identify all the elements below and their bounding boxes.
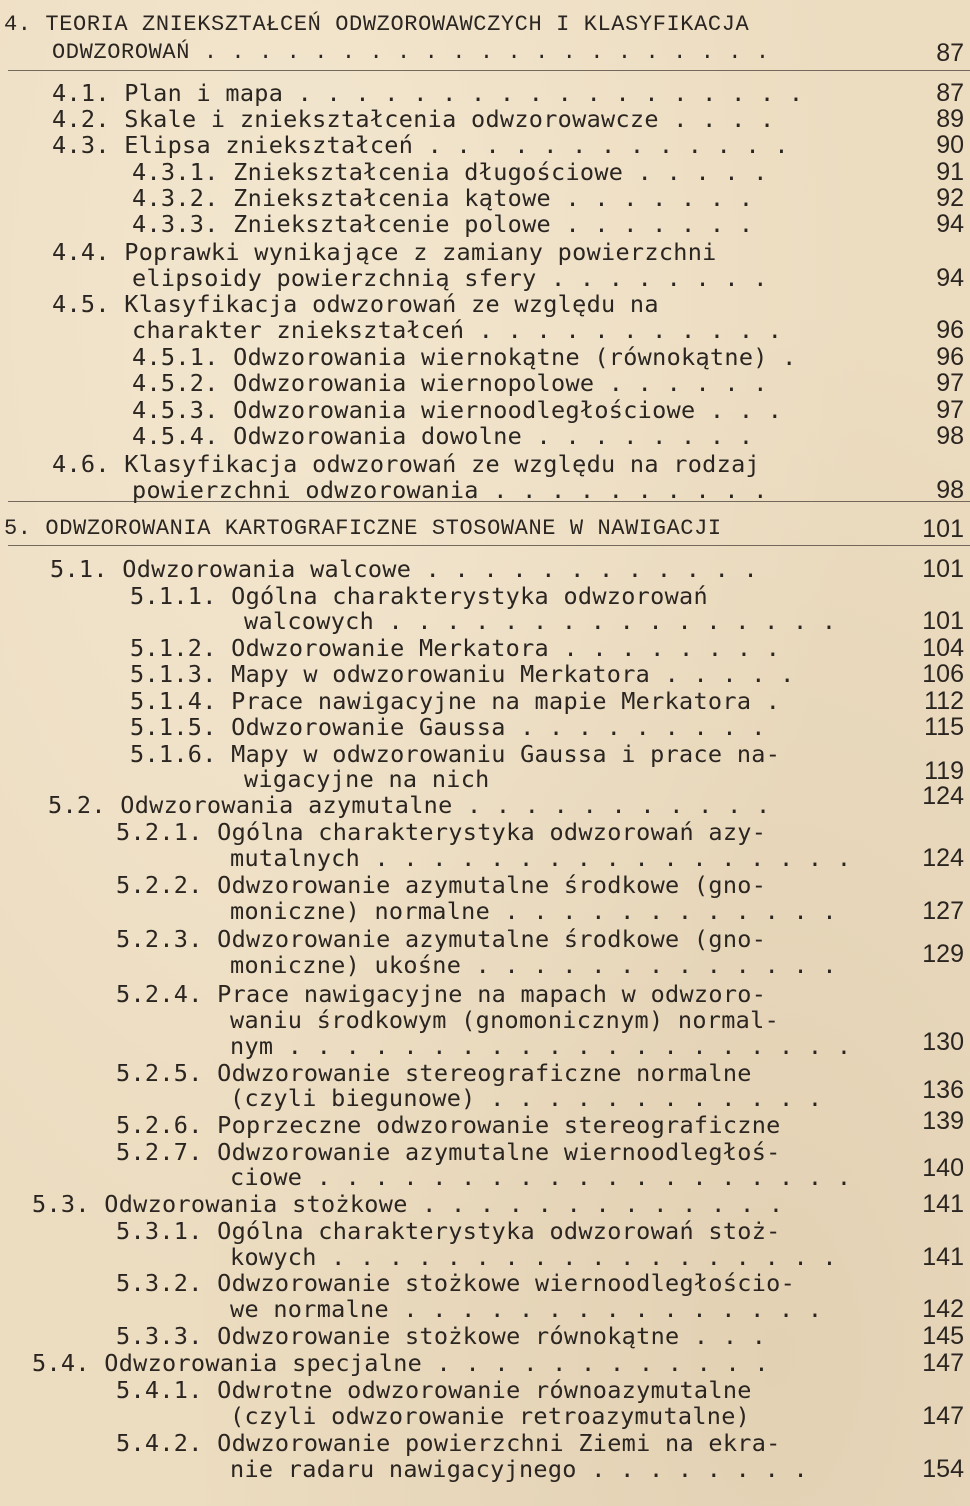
toc-entry-text: 5.3. Odwzorowania stożkowe . . . . . . . . . . . . . — [32, 1190, 784, 1218]
toc-entry-text: 5.3.3. Odwzorowanie stożkowe równokątne . . . — [116, 1322, 767, 1350]
toc-entry-text: 5.1.1. Ogólna charakterystyka odwzorowań — [130, 582, 708, 610]
toc-entry-text: 4.5.2. Odwzorowania wiernopolowe . . . . . . — [132, 369, 768, 397]
toc-entry-text: 4.3.1. Zniekształcenia długościowe . . . . . — [132, 158, 768, 186]
toc-entry-text: ODWZOROWAŃ . . . . . . . . . . . . . . . . . . . . . — [52, 40, 770, 65]
toc-entry-text: 4.5.1. Odwzorowania wiernokątne (równokątne) . — [132, 343, 797, 371]
toc-entry-text: 5.2.5. Odwzorowanie stereograficzne normalne — [116, 1059, 752, 1087]
toc-entry-text: 5.3.2. Odwzorowanie stożkowe wiernoodległościo- — [116, 1269, 796, 1297]
toc-page-number: 147 — [922, 1349, 964, 1377]
toc-page-number: 124 — [922, 844, 964, 872]
toc-entry-text: 5.2.1. Ogólna charakterystyka odwzorowań azy- — [116, 818, 767, 846]
toc-page-number: 136 — [922, 1076, 964, 1104]
toc-page-number: 129 — [922, 940, 964, 968]
toc-page-number: 139 — [922, 1107, 964, 1135]
toc-page-number: 97 — [936, 396, 964, 424]
toc-page-number: 147 — [922, 1402, 964, 1430]
toc-page-number: 98 — [936, 422, 964, 450]
toc-entry-text: waniu środkowym (gnomonicznym) normal- — [230, 1006, 780, 1034]
toc-page-number: 92 — [936, 184, 964, 212]
toc-entry-text: moniczne) ukośne . . . . . . . . . . . . . — [230, 951, 837, 979]
toc-entry-text: wigacyjne na nich — [244, 765, 490, 793]
toc-page-number: 87 — [936, 39, 964, 67]
toc-page-number: 89 — [936, 105, 964, 133]
toc-page-number: 101 — [922, 555, 964, 583]
toc-page-number: 87 — [936, 79, 964, 107]
toc-page-number: 97 — [936, 369, 964, 397]
toc-entry-text: 4.1. Plan i mapa . . . . . . . . . . . . . . . . . . — [52, 79, 804, 107]
toc-entry-text: 5.4. Odwzorowania specjalne . . . . . . . . . . . . — [32, 1349, 769, 1377]
toc-entry-text: 5. ODWZOROWANIA KARTOGRAFICZNE STOSOWANE W NAWIGACJI — [4, 516, 722, 541]
toc-entry-text: 5.2.3. Odwzorowanie azymutalne środkowe (gno- — [116, 925, 767, 953]
toc-entry-text: nym . . . . . . . . . . . . . . . . . . . . — [230, 1032, 852, 1060]
toc-page-number: 130 — [922, 1028, 964, 1056]
toc-entry-text: 5.2.2. Odwzorowanie azymutalne środkowe (gno- — [116, 871, 767, 899]
toc-entry-text: nie radaru nawigacyjnego . . . . . . . . — [230, 1455, 808, 1483]
toc-page-number: 141 — [922, 1243, 964, 1271]
toc-page-number: 96 — [936, 316, 964, 344]
toc-entry-text: ciowe . . . . . . . . . . . . . . . . . . . — [230, 1163, 852, 1191]
toc-page-number: 127 — [922, 897, 964, 925]
toc-page-number: 104 — [922, 634, 964, 662]
toc-page-number: 96 — [936, 343, 964, 371]
toc-page-number: 101 — [922, 607, 964, 635]
toc-entry-text: 4.6. Klasyfikacja odwzorowań ze względu na rodzaj — [52, 450, 760, 478]
divider-rule — [8, 70, 970, 71]
toc-entry-text: 5.3.1. Ogólna charakterystyka odwzorowań stoż- — [116, 1217, 781, 1245]
toc-entry-text: 5.4.2. Odwzorowanie powierzchni Ziemi na ekra- — [116, 1429, 781, 1457]
toc-entry-text: 4.3.3. Zniekształcenie polowe . . . . . . . — [132, 210, 754, 238]
toc-entry-text: 4.3.2. Zniekształcenia kątowe . . . . . . . — [132, 184, 754, 212]
toc-entry-text: 5.2. Odwzorowania azymutalne . . . . . . . . . . . — [48, 791, 771, 819]
toc-page-number: 142 — [922, 1295, 964, 1323]
toc-entry-text: 4.2. Skale i zniekształcenia odwzorowawcze . . . . — [52, 105, 775, 133]
toc-page-number: 90 — [936, 131, 964, 159]
toc-page-number: 106 — [922, 660, 964, 688]
toc-entry-text: 4.5.4. Odwzorowania dowolne . . . . . . . . — [132, 422, 754, 450]
toc-entry-text: 4.4. Poprawki wynikające z zamiany powierzchni — [52, 238, 717, 266]
divider-rule — [8, 545, 970, 546]
toc-entry-text: 4.3. Elipsa zniekształceń . . . . . . . . . . . . . — [52, 131, 789, 159]
toc-page-number: 115 — [924, 713, 964, 741]
toc-entry-text: walcowych . . . . . . . . . . . . . . . . — [244, 607, 837, 635]
toc-page-number: 141 — [922, 1190, 964, 1218]
toc-entry-text: 5.1.3. Mapy w odwzorowaniu Merkatora . . . . . — [130, 660, 795, 688]
toc-entry-text: 4.5. Klasyfikacja odwzorowań ze względu na — [52, 290, 659, 318]
toc-entry-text: 5.1.2. Odwzorowanie Merkatora . . . . . . . . — [130, 634, 781, 662]
toc-entry-text: we normalne . . . . . . . . . . . . . . . — [230, 1295, 823, 1323]
toc-entry-text: 5.1.5. Odwzorowanie Gaussa . . . . . . . . . — [130, 713, 766, 741]
toc-entry-text: 5.1.6. Mapy w odwzorowaniu Gaussa i prace na- — [130, 740, 781, 768]
toc-entry-text: (czyli biegunowe) . . . . . . . . . . . . — [230, 1084, 823, 1112]
toc-entry-text: charakter zniekształceń . . . . . . . . . . . — [132, 316, 783, 344]
toc-entry-text: mutalnych . . . . . . . . . . . . . . . . . — [230, 844, 852, 872]
toc-page-number: 91 — [936, 158, 964, 186]
toc-page-number: 98 — [936, 476, 964, 504]
toc-page-number: 101 — [922, 515, 964, 543]
toc-entry-text: 4. TEORIA ZNIEKSZTAŁCEŃ ODWZOROWAWCZYCH I KLASYFIKACJA — [4, 12, 750, 37]
toc-entry-text: moniczne) normalne . . . . . . . . . . . . — [230, 897, 837, 925]
toc-entry-text: 5.4.1. Odwrotne odwzorowanie równoazymutalne — [116, 1376, 752, 1404]
toc-entry-text: 5.2.7. Odwzorowanie azymutalne wiernoodległoś- — [116, 1138, 781, 1166]
toc-entry-text: 5.1. Odwzorowania walcowe . . . . . . . . . . . . — [50, 555, 758, 583]
toc-entry-text: 5.1.4. Prace nawigacyjne na mapie Merkatora . — [130, 687, 781, 715]
toc-entry-text: 5.2.4. Prace nawigacyjne na mapach w odwzoro- — [116, 980, 767, 1008]
toc-entry-text: 4.5.3. Odwzorowania wiernoodległościowe . . . — [132, 396, 783, 424]
toc-entry-text: kowych . . . . . . . . . . . . . . . . . . — [230, 1243, 837, 1271]
toc-page-number: 94 — [936, 264, 964, 292]
toc-entry-text: (czyli odwzorowanie retroazymutalne) — [230, 1402, 751, 1430]
toc-page-number: 112 — [924, 687, 964, 715]
toc-entry-text: 5.2.6. Poprzeczne odwzorowanie stereograficzne — [116, 1111, 781, 1139]
toc-page-number: 154 — [922, 1455, 964, 1483]
toc-page-number: 124 — [922, 782, 964, 810]
toc-entry-text: elipsoidy powierzchnią sfery . . . . . . . . — [132, 264, 768, 292]
toc-page-number: 145 — [922, 1322, 964, 1350]
toc-page-number: 140 — [922, 1154, 964, 1182]
toc-page-number: 119 — [924, 757, 964, 785]
toc-page-number: 94 — [936, 210, 964, 238]
toc-entry-text: powierzchni odwzorowania . . . . . . . . . . — [132, 476, 768, 504]
